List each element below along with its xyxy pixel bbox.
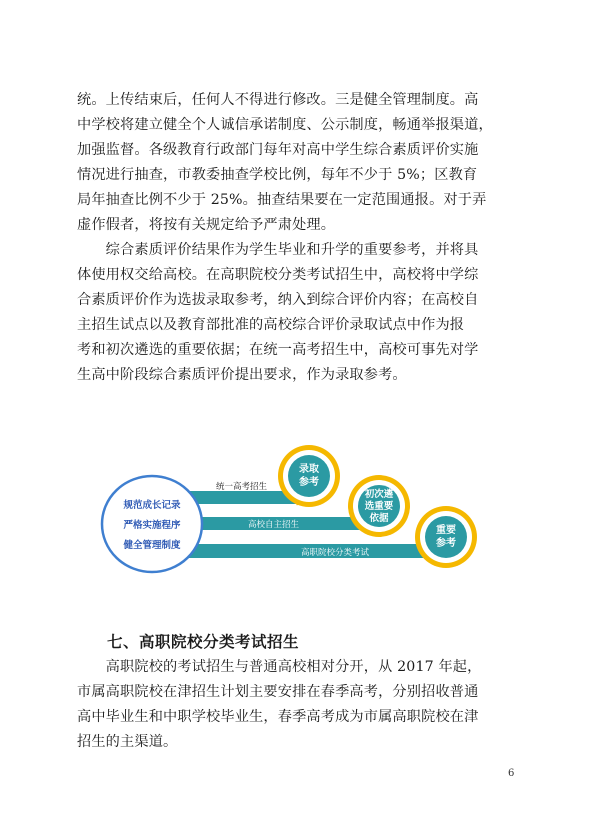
target-line: 录取 (299, 464, 319, 475)
section-heading: 七、高职院校分类考试招生 (107, 633, 300, 651)
target-line: 选重要 (364, 501, 394, 512)
paragraph-vocational-admission (77, 655, 523, 755)
evaluation-usage-diagram (96, 434, 496, 604)
text-line: 高职院校的考试招生与普通高校相对分开，从 2017 年起， (77, 659, 482, 675)
text-line: 虚作假者，将按有关规定给予严肃处理。 (77, 217, 336, 233)
target-line: 重要 (436, 525, 456, 536)
target-circle-autonomous (348, 475, 410, 537)
text-line: 市属高职院校在津招生计划主要安排在春季高考，分别招收普通 (77, 684, 479, 700)
target-line: 参考 (436, 538, 456, 549)
text-line: 合素质评价作为选拔录取参考，纳入到综合评价内容；在高校自 (77, 292, 479, 308)
center-line: 健全管理制度 (123, 540, 181, 551)
center-line: 规范成长记录 (123, 500, 181, 511)
text-line: 主招生试点以及教育部批准的高校综合评价录取试点中作为报 (77, 317, 465, 333)
text-line: 加强监督。各级教育行政部门每年对高中学生综合素质评价实施 (77, 142, 479, 158)
text-line: 考和初次遴选的重要依据；在统一高考招生中，高校可事先对学 (77, 342, 479, 358)
path-label-autonomous: 高校自主招生 (248, 520, 300, 530)
text-line: 招生的主渠道。 (77, 734, 178, 750)
text-line: 局年抽查比例不少于 25%。抽查结果要在一定范围通报。对于弄 (77, 192, 487, 208)
page-number: 6 (508, 768, 515, 779)
center-line: 严格实施程序 (123, 520, 181, 531)
text-line: 高中毕业生和中职学校毕业生，春季高考成为市属高职院校在津 (77, 709, 479, 725)
target-line: 依据 (369, 513, 389, 524)
target-circle-vocational (415, 506, 477, 568)
paragraph-management-system (77, 88, 523, 238)
center-circle (102, 476, 202, 572)
target-line: 参考 (299, 477, 319, 488)
text-line: 体使用权交给高校。在高职院校分类考试招生中，高校将中学综 (77, 267, 479, 283)
target-line: 初次遴 (364, 489, 394, 500)
text-line: 中学校将建立健全个人诚信承诺制度、公示制度，畅通举报渠道， (77, 117, 493, 133)
path-label-vocational: 高职院校分类考试 (301, 548, 370, 558)
text-line: 统。上传结束后，任何人不得进行修改。三是健全管理制度。高 (77, 92, 479, 108)
text-line: 生高中阶段综合素质评价提出要求，作为录取参考。 (77, 367, 407, 383)
text-line: 综合素质评价结果作为学生毕业和升学的重要参考，并将具 (77, 242, 479, 258)
text-line: 情况进行抽查，市教委抽查学校比例，每年不少于 5%；区教育 (77, 167, 478, 183)
path-label-gaokao: 统一高考招生 (216, 482, 268, 492)
paragraph-evaluation-usage (77, 238, 523, 388)
target-circle-gaokao (278, 445, 340, 507)
